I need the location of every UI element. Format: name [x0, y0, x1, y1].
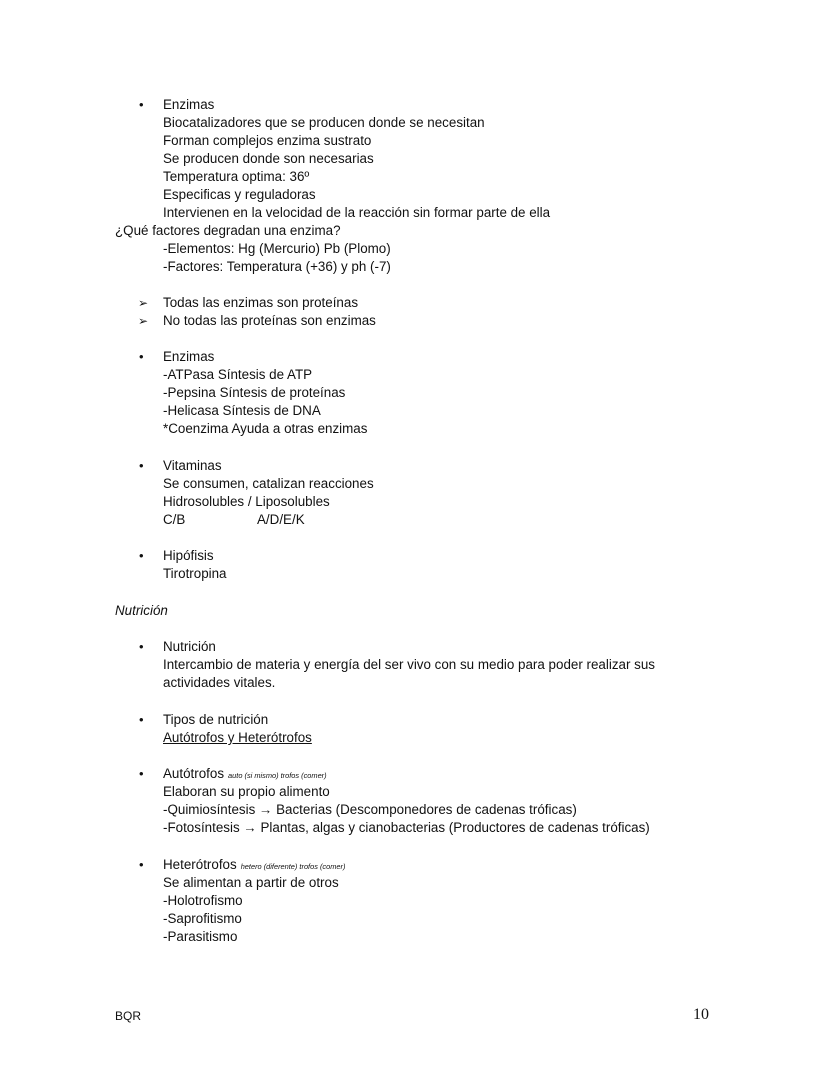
text-line: Elaboran su propio alimento [163, 784, 330, 799]
item-title: Autótrofos [163, 766, 225, 781]
arrow-item: Todas las enzimas son proteínas [163, 295, 359, 310]
text-line: -Fotosíntesis → Plantas, algas y cianobacterias (Productores de cadenas tróficas) [163, 820, 650, 835]
item-title: Tipos de nutrición [163, 712, 269, 727]
bullet: • [139, 639, 144, 654]
vitamin-group: A/D/E/K [257, 512, 305, 527]
text-line: Se consumen, catalizan reacciones [163, 476, 374, 491]
bullet: • [139, 712, 144, 727]
bullet: • [139, 548, 144, 563]
bullet: • [139, 458, 144, 473]
item-title: Enzimas [163, 97, 215, 112]
text-line: Especificas y reguladoras [163, 187, 316, 202]
text-line: -Holotrofismo [163, 893, 243, 908]
text-line: -Quimiosíntesis → Bacterias (Descomponedores de cadenas tróficas) [163, 802, 577, 817]
text-line: Temperatura optima: 36º [163, 169, 310, 184]
item-title: Heterótrofos [163, 857, 237, 872]
text-line: -Elementos: Hg (Mercurio) Pb (Plomo) [163, 241, 391, 256]
text-line: Tirotropina [163, 566, 227, 581]
section-heading: Nutrición [115, 603, 168, 618]
text-line: -Factores: Temperatura (+36) y ph (-7) [163, 259, 391, 274]
text-line: actividades vitales. [163, 675, 276, 690]
item-title: Vitaminas [163, 458, 222, 473]
bullet: • [139, 97, 144, 112]
item-title-row [163, 765, 327, 785]
text-line: -ATPasa Síntesis de ATP [163, 367, 313, 382]
item-title: Nutrición [163, 639, 216, 654]
etymology-note: auto (si mismo) trofos (comer) [228, 771, 327, 780]
underlined-text: Autótrofos y Heterótrofos [163, 730, 312, 745]
text-line: -Pepsina Síntesis de proteínas [163, 385, 346, 400]
text-line: Intervienen en la velocidad de la reacción sin formar parte de ella [163, 205, 551, 220]
footer-author: BQR [115, 1009, 142, 1023]
arrow-item: No todas las proteínas son enzimas [163, 313, 376, 328]
text-line: Se alimentan a partir de otros [163, 875, 339, 890]
text-line: Hidrosolubles / Liposolubles [163, 494, 330, 509]
text-line: Biocatalizadores que se producen donde se necesitan [163, 115, 485, 130]
etymology-note: hetero (diferente) trofos (comer) [240, 862, 346, 871]
text-line: -Saprofitismo [163, 911, 242, 926]
page-number: 10 [693, 1006, 709, 1023]
question: ¿Qué factores degradan una enzima? [115, 223, 341, 238]
arrow-bullet-icon: ➢ [138, 296, 149, 310]
text-line: Forman complejos enzima sustrato [163, 133, 372, 148]
item-title-row [163, 856, 345, 876]
vitamin-group: C/B [163, 512, 186, 527]
item-title: Enzimas [163, 349, 215, 364]
text-line: *Coenzima Ayuda a otras enzimas [163, 421, 368, 436]
bullet: • [139, 349, 144, 364]
text-line: -Parasitismo [163, 929, 238, 944]
bullet: • [139, 857, 144, 872]
text-line: Se producen donde son necesarias [163, 151, 374, 166]
bullet: • [139, 766, 144, 781]
arrow-bullet-icon: ➢ [138, 314, 149, 328]
item-title: Hipófisis [163, 548, 214, 563]
text-line: -Helicasa Síntesis de DNA [163, 403, 321, 418]
text-line: Intercambio de materia y energía del ser vivo con su medio para poder realizar sus [163, 657, 655, 672]
